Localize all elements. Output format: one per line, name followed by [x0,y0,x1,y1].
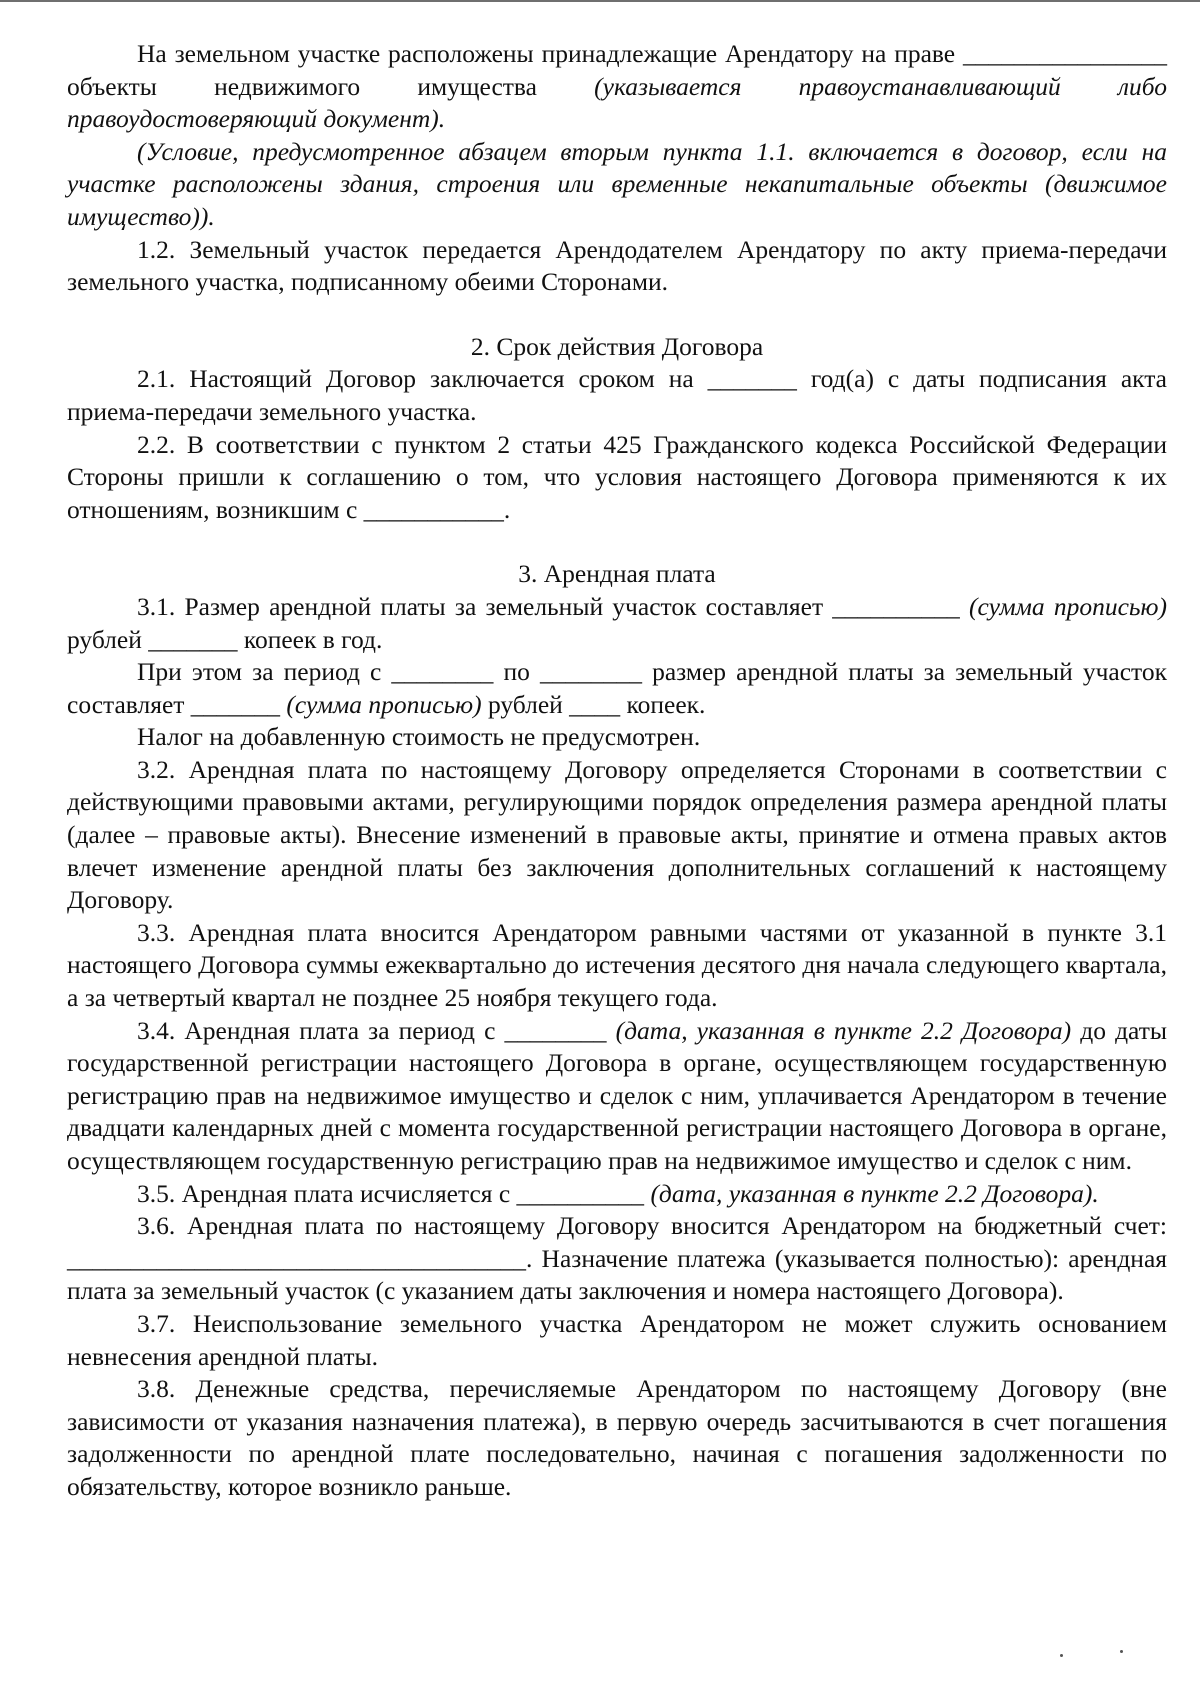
clause-3-5-italic: (дата, указанная в пункте 2.2 Договора). [650,1178,1099,1208]
clause-2-1: 2.1. Настоящий Договор заключается сроком на _______ год(а) с даты подписания акта приема-передачи земельного участка. [67,364,1167,426]
clause-3-7: 3.7. Неиспользование земельного участка Арендатором не может служить основанием невнесения арендной платы. [67,1308,1167,1371]
intro-paragraph-2 [67,136,1167,234]
period-italic: (сумма прописью) [286,689,482,719]
speck [1060,1654,1063,1657]
clause-3-4-tail: до даты государственной регистрации настоящего Договора в органе, осуществляющем государственную регистрацию прав на недвижимое имущество и сделок с ним, уплачивается Арендатором в течение двадцати календарных дней с момента государственной регистрации настоящего Договора в органе, осуществляющем государственную регистрацию прав на недвижимое имущество и сделок с ним. [67,1015,1167,1175]
top-border [0,0,1200,2]
clause-3-1-italic: (сумма прописью) [969,591,1167,621]
clause-2-2: 2.2. В соответствии с пунктом 2 статьи 425 Гражданского кодекса Российской Федерации Стороны пришли к соглашению о том, что условия настоящего Договора применяются к их отношениям, возникшим с ___________. [67,429,1167,524]
clause-3-1-period [67,656,1167,721]
clause-3-4-italic: (дата, указанная в пункте 2.2 Договора) [615,1015,1072,1045]
document-page [67,38,1167,1504]
spacer [67,299,1167,331]
spacer [67,526,1167,558]
clause-3-8: 3.8. Денежные средства, перечисляемые Арендатором по настоящему Договору (вне зависимости от указания назначения платежа), в первую очередь засчитываются в счет погашения задолженности по арендной плате последовательно, начиная с погашения задолженности по обязательству, которое возникло раньше. [67,1374,1167,1501]
intro-p1-italic: (указывается правоустанавливающий либо правоудостоверяющий документ). [67,71,1167,134]
intro-p2-italic: (Условие, предусмотренное абзацем вторым пункта 1.1. включается в договор, если на участке расположены здания, строения или временные некапитальные объекты (движимое имущество)). [67,136,1167,231]
clause-3-1 [67,591,1167,656]
vat-note: Налог на добавленную стоимость не предусмотрен. [137,722,701,752]
intro-paragraph-1 [67,38,1167,136]
clause-3-5 [67,1178,1167,1211]
scan-specks [1060,1650,1160,1660]
clause-3-4-text: 3.4. Арендная плата за период с ________ [137,1015,616,1045]
section-2-heading: 2. Срок действия Договора [470,331,764,361]
clause-3-4 [67,1015,1167,1178]
period-text: При этом за период с ________ по ________ размер арендной платы за земельный участок составляет _______ [67,657,1167,719]
clause-3-1-text: 3.1. Размер арендной платы за земельный участок составляет __________ [137,591,970,621]
section-3-heading: 3. Арендная плата [518,559,716,589]
clause-3-1-tail: рублей _______ копеек в год. [67,624,383,654]
speck [1120,1650,1123,1653]
clause-3-5-text: 3.5. Арендная плата исчисляется с __________ [137,1178,651,1208]
clause-3-3: 3.3. Арендная плата вносится Арендатором равными частями от указанной в пункте 3.1 настоящего Договора суммы ежеквартально до истечения десятого дня начала следующего квартала, а за четвертый квартал не позднее 25 ноября текущего года. [67,917,1167,1013]
clause-1-2: 1.2. Земельный участок передается Арендодателем Арендатору по акту приема-передачи земельного участка, подписанному обеими Сторонами. [67,234,1167,297]
period-tail: рублей ____ копеек. [481,689,706,719]
clause-3-2: 3.2. Арендная плата по настоящему Договору определяется Сторонами в соответствии с действующими правовыми актами, регулирующими порядок определения размера арендной платы (далее – правовые акты). Внесение изменений в правовые акты, принятие и отмена правых актов влечет изменение арендной платы без заключения дополнительных соглашений к настоящему Договору. [67,754,1167,915]
intro-p1-text: На земельном участке расположены принадлежащие Арендатору на праве ________________ объекты недвижимого имущества [67,39,1167,101]
clause-3-6: 3.6. Арендная плата по настоящему Договору вносится Арендатором на бюджетный счет: ____________________________________. Назначение платежа (указывается полностью): арендная плата за земельный участок (с указанием даты заключения и номера настоящего Договора). [67,1211,1167,1306]
